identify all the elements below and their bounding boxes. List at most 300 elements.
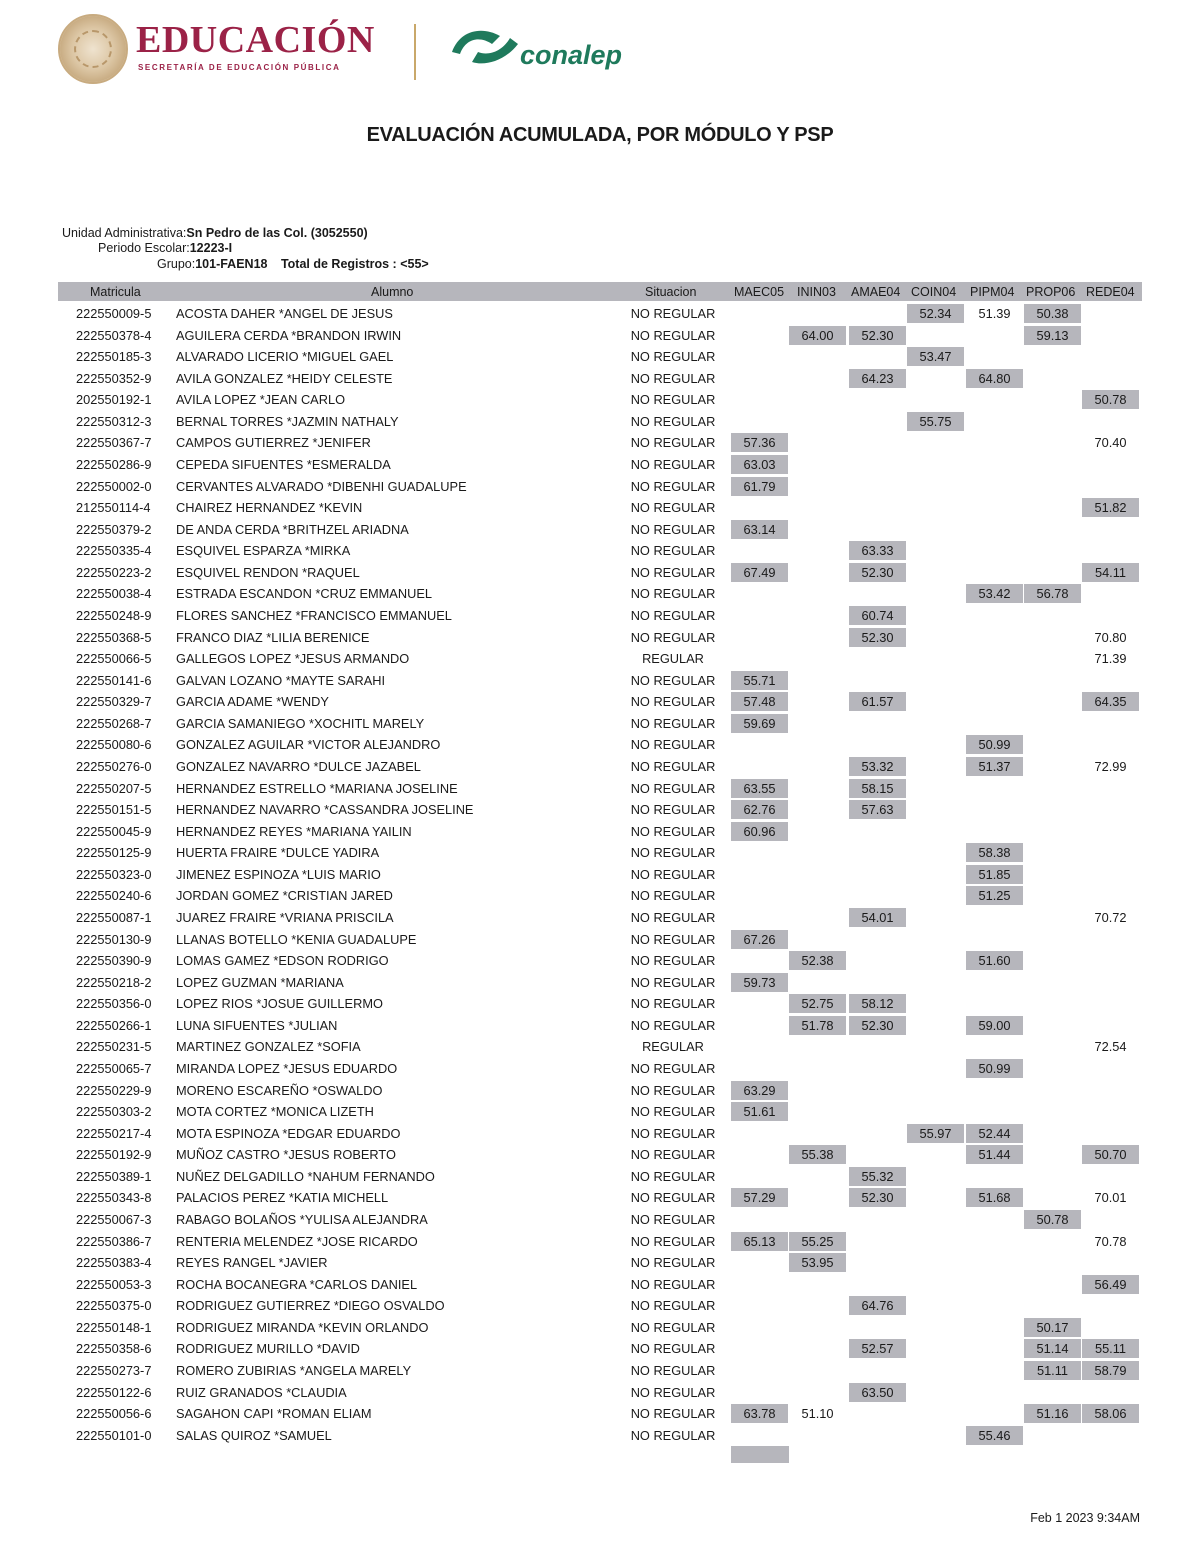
grade-cell: 63.03 [731, 455, 788, 474]
grade-cell: 52.38 [789, 951, 846, 970]
grade-cell: 52.75 [789, 994, 846, 1013]
alumno-cell: ESQUIVEL ESPARZA *MIRKA [176, 543, 351, 559]
table-row [0, 1318, 1200, 1338]
alumno-cell: ROCHA BOCANEGRA *CARLOS DANIEL [176, 1276, 418, 1292]
matricula-cell: 222550303-2 [76, 1104, 152, 1120]
table-row [0, 1210, 1200, 1230]
alumno-cell: GARCIA SAMANIEGO *XOCHITL MARELY [176, 715, 425, 731]
grade-cell: 64.00 [789, 326, 846, 345]
table-row [0, 1016, 1200, 1036]
situacion-cell: NO REGULAR [630, 1168, 716, 1184]
grade-cell: 52.57 [849, 1339, 906, 1358]
matricula-cell: 222550231-5 [76, 1039, 152, 1055]
matricula-cell: 222550240-6 [76, 888, 152, 904]
situacion-cell: NO REGULAR [630, 1125, 716, 1141]
table-row [0, 1404, 1200, 1424]
grade-cell: 61.79 [731, 477, 788, 496]
grade-cell: 60.74 [849, 606, 906, 625]
situacion-cell: NO REGULAR [630, 349, 716, 365]
alumno-cell: CEPEDA SIFUENTES *ESMERALDA [176, 456, 391, 472]
alumno-cell: DE ANDA CERDA *BRITHZEL ARIADNA [176, 521, 409, 537]
grade-cell: 51.10 [801, 1406, 834, 1422]
matricula-cell: 222550192-9 [76, 1147, 152, 1163]
table-row [0, 822, 1200, 842]
grade-cell: 50.78 [1024, 1210, 1081, 1229]
table-row [0, 649, 1200, 669]
grade-cell: 60.96 [731, 822, 788, 841]
table-row [0, 563, 1200, 583]
alumno-cell: SALAS QUIROZ *SAMUEL [176, 1427, 332, 1443]
grade-cell: 51.68 [966, 1188, 1023, 1207]
grade-cell: 70.40 [1094, 435, 1127, 451]
table-row [0, 433, 1200, 453]
situacion-cell: NO REGULAR [630, 1298, 716, 1314]
total-value: <55> [400, 257, 429, 271]
grade-cell: 63.78 [731, 1404, 788, 1423]
matricula-cell: 222550323-0 [76, 866, 152, 882]
table-row [0, 520, 1200, 540]
table-row [0, 584, 1200, 604]
matricula-cell: 222550038-4 [76, 586, 152, 602]
situacion-cell: NO REGULAR [630, 953, 716, 969]
matricula-cell: 222550286-9 [76, 456, 152, 472]
situacion-cell: NO REGULAR [630, 866, 716, 882]
grade-cell: 56.78 [1024, 584, 1081, 603]
header-module: PIPM04 [970, 285, 1015, 299]
grade-cell: 59.73 [731, 973, 788, 992]
alumno-cell: GONZALEZ AGUILAR *VICTOR ALEJANDRO [176, 737, 441, 753]
alumno-cell: CAMPOS GUTIERREZ *JENIFER [176, 435, 371, 451]
situacion-cell: NO REGULAR [630, 1341, 716, 1357]
situacion-cell: NO REGULAR [630, 456, 716, 472]
situacion-cell: NO REGULAR [630, 1190, 716, 1206]
table-row [0, 1167, 1200, 1187]
table-row [0, 1081, 1200, 1101]
table-row [0, 930, 1200, 950]
table-header [58, 282, 1142, 301]
matricula-cell: 222550312-3 [76, 413, 152, 429]
grade-cell: 58.12 [849, 994, 906, 1013]
situacion-cell: NO REGULAR [630, 1147, 716, 1163]
matricula-cell: 222550389-1 [76, 1168, 152, 1184]
grade-cell: 67.49 [731, 563, 788, 582]
matricula-cell: 212550114-4 [76, 500, 151, 516]
alumno-cell: RABAGO BOLAÑOS *YULISA ALEJANDRA [176, 1211, 428, 1227]
grade-cell: 55.71 [731, 671, 788, 690]
alumno-cell: BERNAL TORRES *JAZMIN NATHALY [176, 413, 399, 429]
situacion-cell: NO REGULAR [630, 306, 716, 321]
situacion-cell: NO REGULAR [630, 694, 716, 710]
grade-cell: 55.11 [1082, 1339, 1139, 1358]
table-row [0, 1426, 1200, 1446]
situacion-cell: NO REGULAR [630, 370, 716, 386]
matricula-cell: 222550185-3 [76, 349, 152, 365]
grade-cell: 51.16 [1024, 1404, 1081, 1423]
matricula-cell: 222550268-7 [76, 715, 152, 731]
matricula-cell: 222550386-7 [76, 1233, 152, 1249]
grade-cell: 50.99 [966, 735, 1023, 754]
grade-cell: 51.85 [966, 865, 1023, 884]
situacion-cell: NO REGULAR [630, 521, 716, 537]
table-row [0, 714, 1200, 734]
situacion-cell: NO REGULAR [630, 1060, 716, 1076]
matricula-cell: 222550002-0 [76, 478, 152, 494]
alumno-cell: HERNANDEZ NAVARRO *CASSANDRA JOSELINE [176, 802, 474, 818]
grade-cell: 52.30 [849, 563, 906, 582]
grade-cell: 63.50 [849, 1383, 906, 1402]
table-row [0, 1253, 1200, 1273]
grade-cell: 55.32 [849, 1167, 906, 1186]
periodo-value: 12223-I [189, 241, 233, 255]
alumno-cell: LUNA SIFUENTES *JULIAN [176, 1017, 338, 1033]
page-title: EVALUACIÓN ACUMULADA, POR MÓDULO Y PSP [366, 124, 834, 146]
situacion-cell: NO REGULAR [630, 1255, 716, 1271]
grade-cell: 51.39 [978, 306, 1011, 321]
matricula-cell: 202550192-1 [76, 392, 152, 408]
situacion-cell: NO REGULAR [630, 780, 716, 796]
table-row [0, 304, 1200, 324]
matricula-cell: 222550379-2 [76, 521, 152, 537]
grade-cell: 65.13 [731, 1232, 788, 1251]
grade-cell: 51.37 [966, 757, 1023, 776]
situacion-cell: NO REGULAR [630, 435, 716, 451]
table-row [0, 671, 1200, 691]
situacion-cell: NO REGULAR [630, 500, 716, 516]
brand-title: EDUCACIÓN [136, 19, 375, 61]
alumno-cell: GALVAN LOZANO *MAYTE SARAHI [176, 672, 386, 688]
grade-cell: 62.76 [731, 800, 788, 819]
grade-cell: 51.78 [789, 1016, 846, 1035]
table-row [0, 1275, 1200, 1295]
matricula-cell: 222550343-8 [76, 1190, 152, 1206]
grade-cell: 52.44 [966, 1124, 1023, 1143]
alumno-cell: RENTERIA MELENDEZ *JOSE RICARDO [176, 1233, 418, 1249]
alumno-cell: FRANCO DIAZ *LILIA BERENICE [176, 629, 370, 645]
grade-cell: 58.79 [1082, 1361, 1139, 1380]
table-row [0, 1296, 1200, 1316]
table-row [0, 886, 1200, 906]
grade-cell: 57.29 [731, 1188, 788, 1207]
matricula-cell: 222550053-3 [76, 1276, 152, 1292]
situacion-cell: NO REGULAR [630, 802, 716, 818]
grade-cell: 52.34 [907, 304, 964, 323]
table-row [0, 1145, 1200, 1165]
alumno-cell: CERVANTES ALVARADO *DIBENHI GUADALUPE [176, 478, 467, 494]
grade-cell: 57.36 [731, 433, 788, 452]
meta-grupo [157, 257, 429, 271]
grade-cell: 70.72 [1094, 909, 1127, 925]
table-row [0, 843, 1200, 863]
grade-cell: 64.76 [849, 1296, 906, 1315]
alumno-cell: ESQUIVEL RENDON *RAQUEL [176, 564, 360, 580]
situacion-cell: NO REGULAR [630, 392, 716, 408]
situacion-cell: REGULAR [642, 651, 704, 667]
grade-cell: 64.35 [1082, 692, 1139, 711]
grade-cell: 53.32 [849, 757, 906, 776]
grade-cell: 63.14 [731, 520, 788, 539]
alumno-cell: HERNANDEZ REYES *MARIANA YAILIN [176, 823, 412, 839]
situacion-cell: NO REGULAR [630, 1082, 716, 1098]
matricula-cell: 222550125-9 [76, 845, 152, 861]
situacion-cell: NO REGULAR [630, 1276, 716, 1292]
grade-cell: 61.57 [849, 692, 906, 711]
alumno-cell: JUAREZ FRAIRE *VRIANA PRISCILA [176, 909, 394, 925]
grade-cell: 70.78 [1094, 1233, 1127, 1249]
table-row [0, 865, 1200, 885]
grade-cell: 67.26 [731, 930, 788, 949]
grade-cell: 51.61 [731, 1102, 788, 1121]
matricula-cell: 222550356-0 [76, 996, 152, 1012]
header-module: MAEC05 [734, 285, 785, 299]
alumno-cell: RODRIGUEZ MURILLO *DAVID [176, 1341, 360, 1357]
matricula-cell: 222550383-4 [76, 1255, 152, 1271]
grade-cell: 51.11 [1024, 1361, 1081, 1380]
situacion-cell: NO REGULAR [630, 1017, 716, 1033]
situacion-cell: NO REGULAR [630, 758, 716, 774]
grade-cell: 52.30 [849, 628, 906, 647]
matricula-cell: 222550229-9 [76, 1082, 152, 1098]
situacion-cell: NO REGULAR [630, 607, 716, 623]
header-logos [58, 14, 678, 84]
meta-periodo [98, 241, 232, 255]
matricula-cell: 222550329-7 [76, 694, 152, 710]
situacion-cell: NO REGULAR [630, 629, 716, 645]
grade-cell: 52.30 [849, 326, 906, 345]
table-row [0, 800, 1200, 820]
grade-cell: 58.06 [1082, 1404, 1139, 1423]
grade-cell: 50.38 [1024, 304, 1081, 323]
alumno-cell: REYES RANGEL *JAVIER [176, 1255, 328, 1271]
matricula-cell: 222550080-6 [76, 737, 152, 753]
alumno-cell: LLANAS BOTELLO *KENIA GUADALUPE [176, 931, 417, 947]
table-row [0, 692, 1200, 712]
unidad-value: Sn Pedro de las Col. (3052550) [186, 226, 368, 240]
table-row [0, 1232, 1200, 1252]
brand-subtitle: SECRETARÍA DE EDUCACIÓN PÚBLICA [138, 63, 341, 72]
matricula-cell: 222550148-1 [76, 1319, 152, 1335]
matricula-cell: 222550266-1 [76, 1017, 152, 1033]
grade-cell: 59.69 [731, 714, 788, 733]
table-row [0, 994, 1200, 1014]
situacion-cell: NO REGULAR [630, 888, 716, 904]
total-label: Total de Registros : [280, 257, 397, 271]
grade-cell: 58.38 [966, 843, 1023, 862]
situacion-cell: NO REGULAR [630, 672, 716, 688]
grade-cell: 51.44 [966, 1145, 1023, 1164]
grade-cell: 63.33 [849, 541, 906, 560]
alumno-cell: MOTA CORTEZ *MONICA LIZETH [176, 1104, 374, 1120]
matricula-cell: 222550248-9 [76, 607, 152, 623]
grade-cell: 55.75 [907, 412, 964, 431]
situacion-cell: NO REGULAR [630, 1233, 716, 1249]
grade-cell: 56.49 [1082, 1275, 1139, 1294]
alumno-cell: AGUILERA CERDA *BRANDON IRWIN [176, 327, 402, 343]
matricula-cell: 222550056-6 [76, 1406, 152, 1422]
table-row [0, 455, 1200, 475]
alumno-cell: LOPEZ RIOS *JOSUE GUILLERMO [176, 996, 383, 1012]
matricula-cell: 222550276-0 [76, 758, 152, 774]
alumno-cell: LOPEZ GUZMAN *MARIANA [176, 974, 344, 990]
grade-cell: 53.95 [789, 1253, 846, 1272]
matricula-cell: 222550141-6 [76, 672, 152, 688]
situacion-cell: NO REGULAR [630, 845, 716, 861]
grade-cell: 50.70 [1082, 1145, 1139, 1164]
table-row [0, 1383, 1200, 1403]
alumno-cell: ESTRADA ESCANDON *CRUZ EMMANUEL [176, 586, 432, 602]
alumno-cell: JIMENEZ ESPINOZA *LUIS MARIO [176, 866, 381, 882]
alumno-cell: MORENO ESCAREÑO *OSWALDO [176, 1082, 383, 1098]
matricula-cell: 222550009-5 [76, 306, 152, 321]
matricula-cell: 222550130-9 [76, 931, 152, 947]
alumno-cell: PALACIOS PEREZ *KATIA MICHELL [176, 1190, 389, 1206]
grade-cell: 51.25 [966, 886, 1023, 905]
situacion-cell: NO REGULAR [630, 413, 716, 429]
matricula-cell: 222550045-9 [76, 823, 152, 839]
grade-cell: 59.00 [966, 1016, 1023, 1035]
situacion-cell: NO REGULAR [630, 715, 716, 731]
matricula-cell: 222550352-9 [76, 370, 152, 386]
table-row [0, 1059, 1200, 1079]
grade-cell: 51.14 [1024, 1339, 1081, 1358]
table-row [0, 1124, 1200, 1144]
alumno-cell: ALVARADO LICERIO *MIGUEL GAEL [176, 349, 394, 365]
situacion-cell: NO REGULAR [630, 327, 716, 343]
matricula-cell: 222550378-4 [76, 327, 152, 343]
grade-cell: 50.78 [1082, 390, 1139, 409]
alumno-cell: SAGAHON CAPI *ROMAN ELIAM [176, 1406, 372, 1422]
matricula-cell: 222550368-5 [76, 629, 152, 645]
coat-of-arms-seal-icon [58, 14, 128, 84]
table-row [0, 606, 1200, 626]
situacion-cell: NO REGULAR [630, 1104, 716, 1120]
header-module: ININ03 [797, 285, 836, 299]
table-row [0, 1188, 1200, 1208]
unidad-label: Unidad Administrativa: [62, 226, 187, 240]
situacion-cell: NO REGULAR [630, 586, 716, 602]
header-module: PROP06 [1026, 285, 1076, 299]
grade-cell: 64.80 [966, 369, 1023, 388]
alumno-cell: RODRIGUEZ GUTIERREZ *DIEGO OSVALDO [176, 1298, 445, 1314]
grupo-label: Grupo: [157, 257, 196, 271]
table-row [0, 369, 1200, 389]
matricula-cell: 222550151-5 [76, 802, 152, 818]
alumno-cell: FLORES SANCHEZ *FRANCISCO EMMANUEL [176, 607, 452, 623]
table-row [0, 951, 1200, 971]
matricula-cell: 222550067-3 [76, 1211, 152, 1227]
situacion-cell: NO REGULAR [630, 974, 716, 990]
alumno-cell: LOMAS GAMEZ *EDSON RODRIGO [176, 953, 389, 969]
situacion-cell: NO REGULAR [630, 543, 716, 559]
header-module: COIN04 [911, 285, 957, 299]
alumno-cell: GALLEGOS LOPEZ *JESUS ARMANDO [176, 651, 410, 667]
situacion-cell: NO REGULAR [630, 1211, 716, 1227]
table-row [0, 390, 1200, 410]
table-row [0, 735, 1200, 755]
matricula-cell: 222550065-7 [76, 1060, 152, 1076]
situacion-cell: NO REGULAR [630, 909, 716, 925]
situacion-cell: REGULAR [642, 1039, 704, 1055]
table-row [0, 1037, 1200, 1057]
grade-cell: 55.25 [789, 1232, 846, 1251]
grade-cell: 54.01 [849, 908, 906, 927]
matricula-cell: 222550066-5 [76, 651, 152, 667]
grade-cell: 70.80 [1094, 629, 1127, 645]
meta-unidad [62, 226, 368, 240]
alumno-cell: JORDAN GOMEZ *CRISTIAN JARED [176, 888, 393, 904]
alumno-cell: AVILA GONZALEZ *HEIDY CELESTE [176, 370, 393, 386]
alumno-cell: MOTA ESPINOZA *EDGAR EDUARDO [176, 1125, 401, 1141]
alumno-cell: GARCIA ADAME *WENDY [176, 694, 329, 710]
header-module: REDE04 [1086, 285, 1135, 299]
situacion-cell: NO REGULAR [630, 478, 716, 494]
alumno-cell: RUIZ GRANADOS *CLAUDIA [176, 1384, 347, 1400]
situacion-cell: NO REGULAR [630, 1427, 716, 1443]
header-module: AMAE04 [851, 285, 901, 299]
matricula-cell: 222550375-0 [76, 1298, 152, 1314]
alumno-cell: HERNANDEZ ESTRELLO *MARIANA JOSELINE [176, 780, 458, 796]
grade-cell: 59.13 [1024, 326, 1081, 345]
table-row [0, 347, 1200, 367]
grade-cell: 51.82 [1082, 498, 1139, 517]
partner-name: conalep [520, 40, 623, 70]
grade-cell: 55.38 [789, 1145, 846, 1164]
situacion-cell: NO REGULAR [630, 996, 716, 1012]
grade-cell: 72.99 [1094, 758, 1127, 774]
situacion-cell: NO REGULAR [630, 1319, 716, 1335]
logo-divider [414, 24, 416, 80]
alumno-cell: ROMERO ZUBIRIAS *ANGELA MARELY [176, 1362, 412, 1378]
grade-cell: 57.48 [731, 692, 788, 711]
grade-cell: 58.15 [849, 779, 906, 798]
table-row [0, 757, 1200, 777]
table-row [0, 1102, 1200, 1122]
grade-cell: 63.55 [731, 779, 788, 798]
grade-cell: 70.01 [1094, 1190, 1127, 1206]
grade-cell: 51.60 [966, 951, 1023, 970]
table-row [0, 541, 1200, 561]
matricula-cell: 222550218-2 [76, 974, 152, 990]
situacion-cell: NO REGULAR [630, 1406, 716, 1422]
grade-cell: 52.30 [849, 1188, 906, 1207]
alumno-cell: AVILA LOPEZ *JEAN CARLO [176, 392, 346, 408]
situacion-cell: NO REGULAR [630, 823, 716, 839]
printed-timestamp: Feb 1 2023 9:34AM [1030, 1511, 1140, 1525]
alumno-cell: MIRANDA LOPEZ *JESUS EDUARDO [176, 1060, 398, 1076]
grade-cell: 63.29 [731, 1081, 788, 1100]
matricula-cell: 222550223-2 [76, 564, 152, 580]
grade-cell: 72.54 [1094, 1039, 1127, 1055]
table-row [0, 326, 1200, 346]
matricula-cell: 222550390-9 [76, 953, 152, 969]
conalep-logo-icon [448, 22, 524, 70]
grade-cell: 54.11 [1082, 563, 1139, 582]
alumno-cell: MUÑOZ CASTRO *JESUS ROBERTO [176, 1147, 396, 1163]
matricula-cell: 222550335-4 [76, 543, 152, 559]
grade-cell: 64.23 [849, 369, 906, 388]
situacion-cell: NO REGULAR [630, 564, 716, 580]
situacion-cell: NO REGULAR [630, 1384, 716, 1400]
table-row [0, 779, 1200, 799]
header-matricula: Matricula [90, 285, 141, 299]
empty-shaded-cell [731, 1446, 789, 1463]
alumno-cell: ACOSTA DAHER *ANGEL DE JESUS [176, 306, 393, 321]
table-row [0, 973, 1200, 993]
header-situacion: Situacion [645, 285, 697, 299]
alumno-cell: GONZALEZ NAVARRO *DULCE JAZABEL [176, 758, 421, 774]
alumno-cell: NUÑEZ DELGADILLO *NAHUM FERNANDO [176, 1168, 435, 1184]
matricula-cell: 222550217-4 [76, 1125, 152, 1141]
table-row [0, 477, 1200, 497]
